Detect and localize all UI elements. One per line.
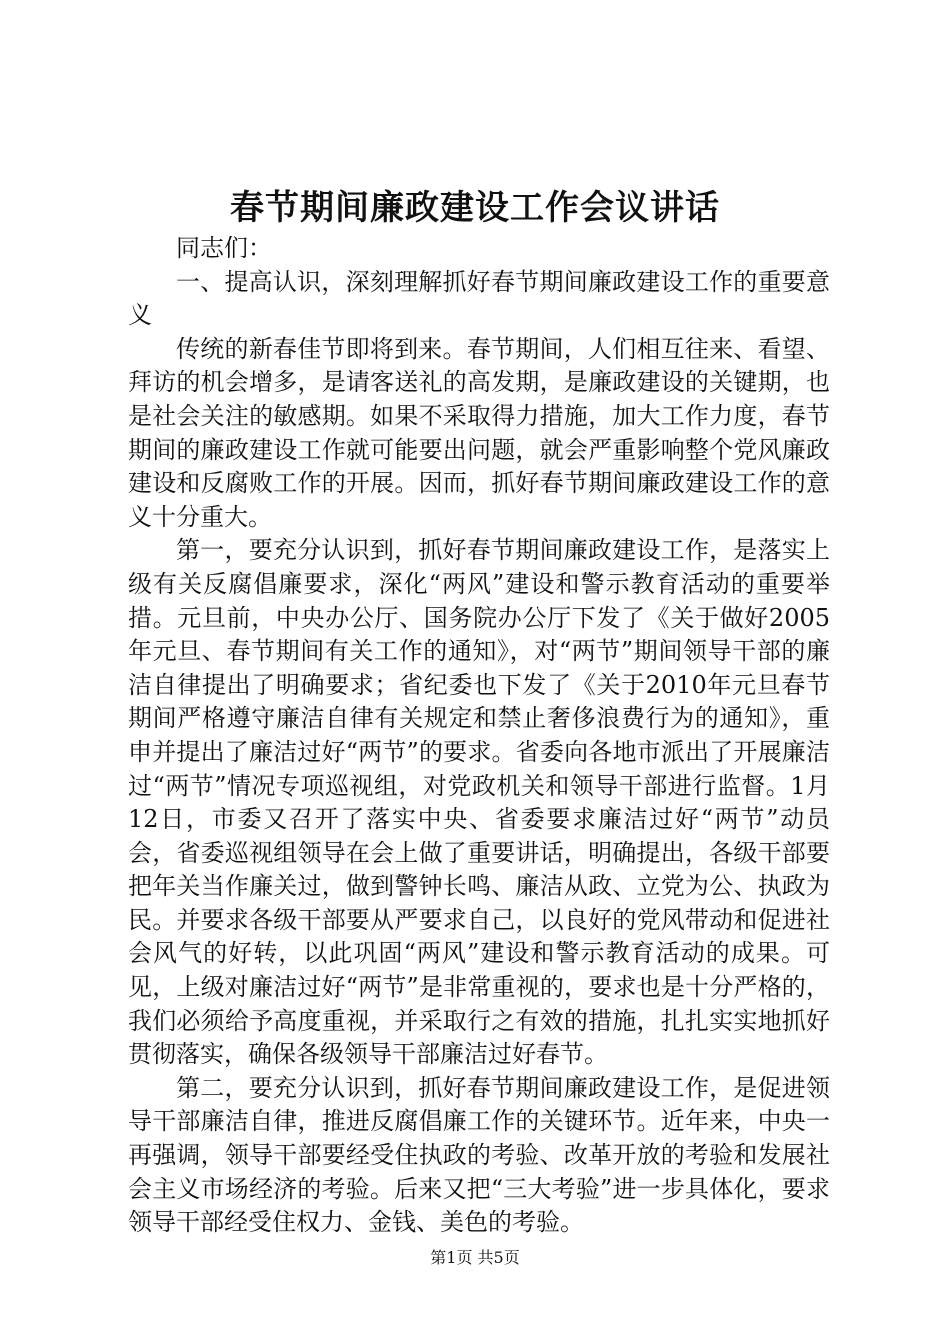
body-paragraph: 第一，要充分认识到，抓好春节期间廉政建设工作，是落实上级有关反腐倡廉要求，深化“两风”建设和警示教育活动的重要举措。元旦前，中央办公厅、国务院办公厅下发了《关于做好2005年元旦、春节期间有关工作的通知》，对“两节”期间领导干部的廉洁自律提出了明确要求；省纪委也下发了《关于2010年元旦春节期间严格遵守廉洁自律有关规定和禁止奢侈浪费行为的通知》，重申并提出了廉洁过好“两节”的要求。省委向各地市派出了开展廉洁过“两节”情况专项巡视组，对党政机关和领导干部进行监督。1月12日，市委又召开了落实中央、省委要求廉洁过好“两节”动员会，省委巡视组领导在会上做了重要讲话，明确提出，各级干部要把年关当作廉关过，做到警钟长鸣、廉洁从政、立党为公、执政为民。并要求各级干部要从严要求自己，以良好的党风带动和促进社会风气的好转，以此巩固“两风”建设和警示教育活动的成果。可见，上级对廉洁过好“两节”是非常重视的，要求也是十分严格的，我们必须给予高度重视，并采取行之有效的措施，扎扎实实地抓好贯彻落实，确保各级领导干部廉洁过好春节。	[128, 536, 830, 1069]
salutation-paragraph: 同志们：	[176, 234, 272, 262]
document-title: 春节期间廉政建设工作会议讲话	[230, 188, 720, 228]
section-heading-paragraph: 一、提高认识，深刻理解抓好春节期间廉政建设工作的重要意义	[128, 267, 830, 330]
page-number-footer: 第1页 共5页	[430, 1248, 520, 1267]
body-paragraph: 传统的新春佳节即将到来。春节期间，人们相互往来、看望、拜访的机会增多，是请客送礼的高发期，是廉政建设的关键期，也是社会关注的敏感期。如果不采取得力措施，加大工作力度，春节期间的廉政建设工作就可能要出问题，就会严重影响整个党风廉政建设和反腐败工作的开展。因而，抓好春节期间廉政建设工作的意义十分重大。	[128, 334, 830, 531]
body-paragraph: 第二，要充分认识到，抓好春节期间廉政建设工作，是促进领导干部廉洁自律，推进反腐倡廉工作的关键环节。近年来，中央一再强调，领导干部要经受住执政的考验、改革开放的考验和发展社会主义市场经济的考验。后来又把“三大考验”进一步具体化，要求领导干部经受住权力、金钱、美色的考验。	[128, 1073, 830, 1237]
document-body	[128, 232, 830, 1240]
